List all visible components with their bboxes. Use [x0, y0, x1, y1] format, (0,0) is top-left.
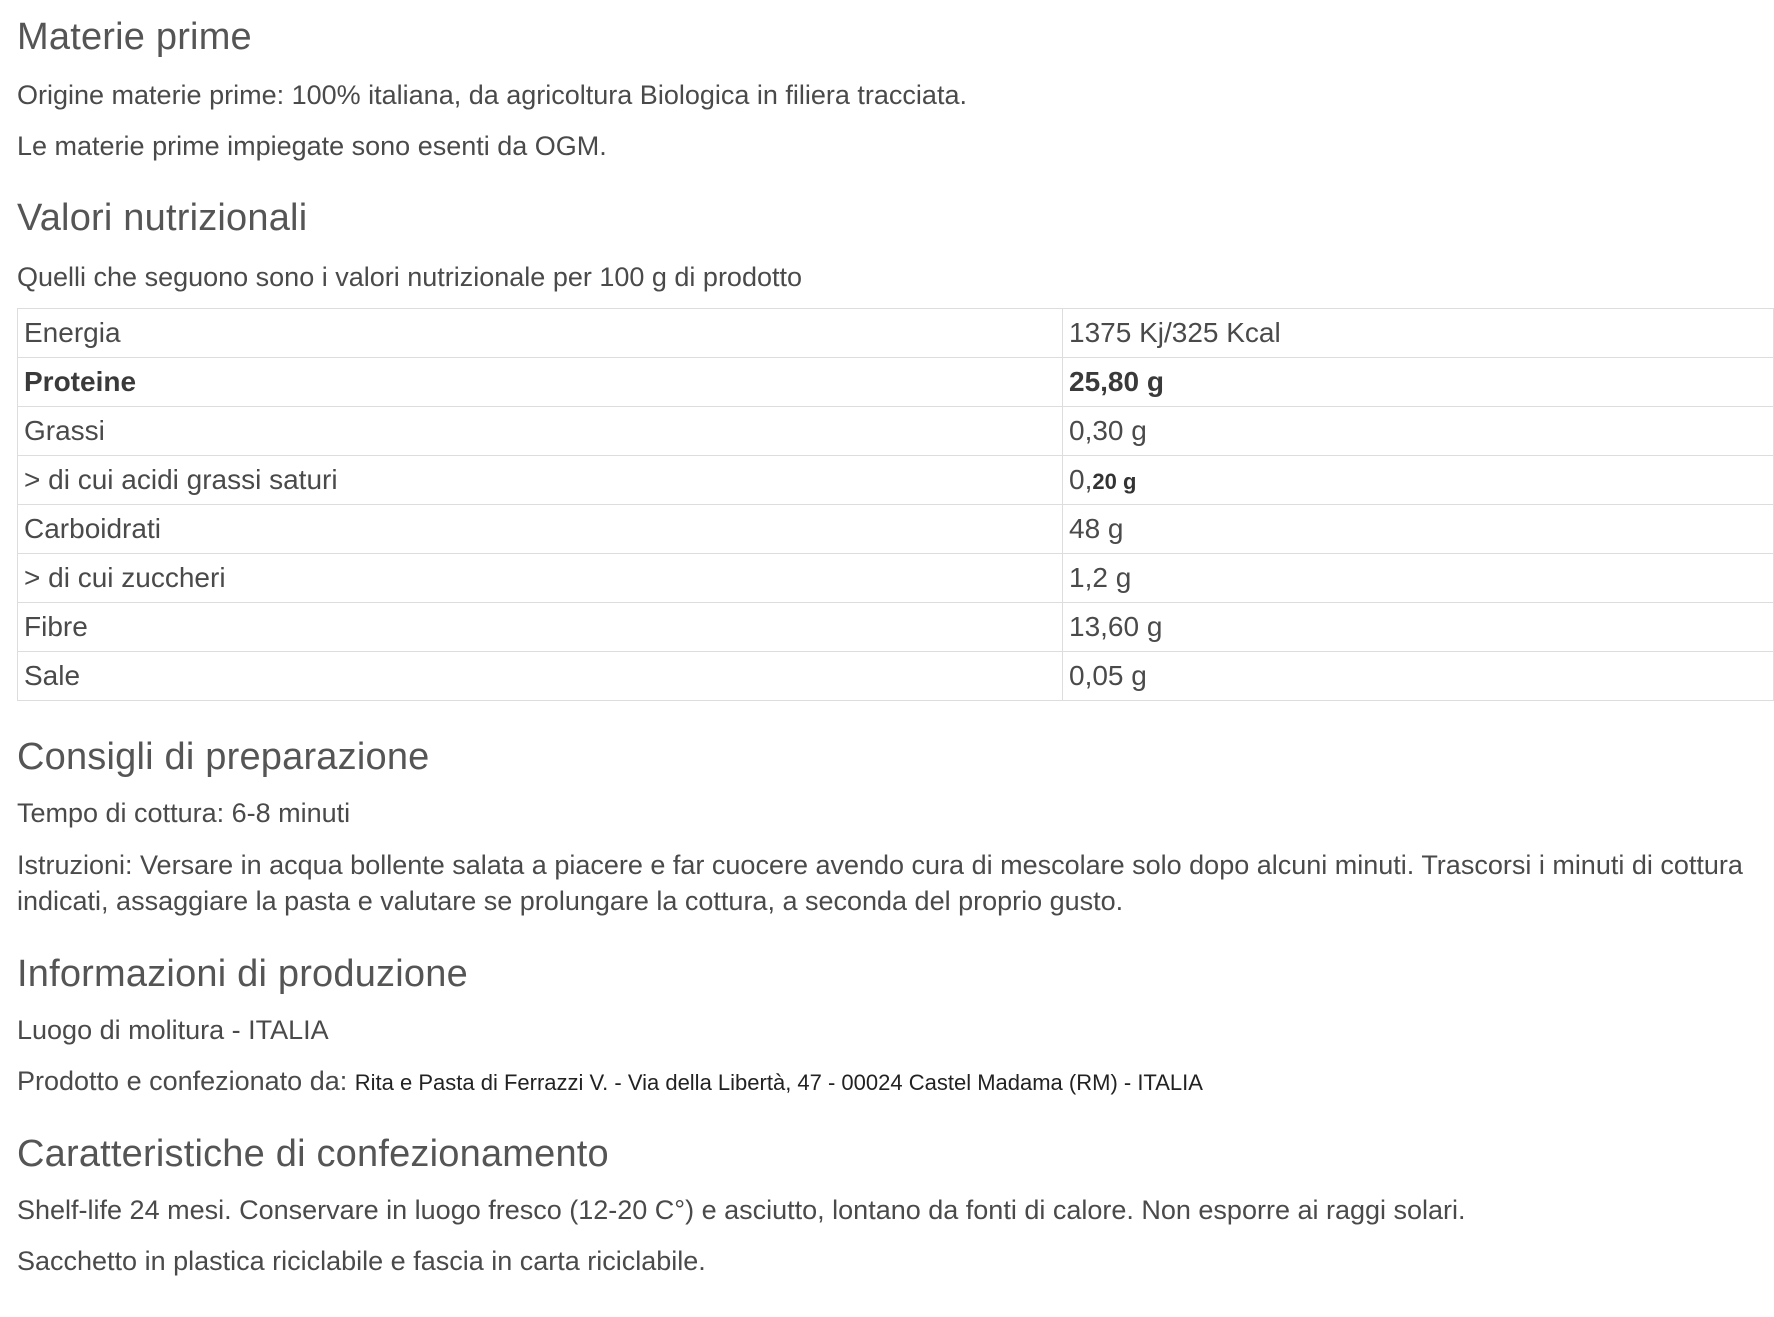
- materie-prime-heading: Materie prime: [17, 16, 252, 58]
- nutrient-label: Proteine: [18, 358, 1063, 407]
- valori-nutrizionali-heading: Valori nutrizionali: [17, 197, 308, 239]
- nutrient-value: 1,2 g: [1063, 554, 1774, 603]
- cooking-instructions: Istruzioni: Versare in acqua bollente salata a piacere e far cuocere avendo cura di mescolare solo dopo alcuni minuti. Trascorsi i minuti di cottura indicati, assaggiare la pasta e valutare se prolungare la cottura, a seconda del proprio gusto.: [17, 850, 1743, 916]
- origin-text: Origine materie prime: 100% italiana, da agricoltura Biologica in filiera tracciata.: [17, 80, 967, 110]
- producer-line: [17, 1063, 1203, 1101]
- producer-value: Rita e Pasta di Ferrazzi V. - Via della Libertà, 47 - 00024 Castel Madama (RM) - ITALIA: [354, 1070, 1203, 1095]
- nutrient-value: 0,05 g: [1063, 652, 1774, 701]
- nutrient-label: Fibre: [18, 603, 1063, 652]
- table-row: [18, 603, 1774, 652]
- ogm-text: Le materie prime impiegate sono esenti da OGM.: [17, 131, 607, 161]
- table-row: [18, 652, 1774, 701]
- milling-location: Luogo di molitura - ITALIA: [17, 1015, 329, 1045]
- table-row: [18, 358, 1774, 407]
- producer-label: Prodotto e confezionato da:: [17, 1066, 355, 1096]
- nutrient-value: 25,80 g: [1063, 358, 1774, 407]
- cooking-time: Tempo di cottura: 6-8 minuti: [17, 798, 351, 828]
- nutrient-label: > di cui acidi grassi saturi: [18, 456, 1063, 505]
- confezionamento-heading: Caratteristiche di confezionamento: [17, 1133, 609, 1175]
- nutrient-value: 1375 Kj/325 Kcal: [1063, 309, 1774, 358]
- table-row: [18, 407, 1774, 456]
- table-row: [18, 505, 1774, 554]
- shelf-life-text: Shelf-life 24 mesi. Conservare in luogo fresco (12-20 C°) e asciutto, lontano da fonti di calore. Non esporre ai raggi solari.: [17, 1195, 1466, 1225]
- consigli-heading: Consigli di preparazione: [17, 736, 430, 778]
- produzione-heading: Informazioni di produzione: [17, 953, 468, 995]
- table-row: [18, 456, 1774, 505]
- nutrient-label: Grassi: [18, 407, 1063, 456]
- nutrition-intro: Quelli che seguono sono i valori nutrizionale per 100 g di prodotto: [17, 262, 803, 292]
- nutrient-label: Energia: [18, 309, 1063, 358]
- nutrient-label: > di cui zuccheri: [18, 554, 1063, 603]
- nutrient-value-suffix: 20 g: [1092, 469, 1137, 494]
- nutrient-value: 48 g: [1063, 505, 1774, 554]
- nutrient-value: 0,30 g: [1063, 407, 1774, 456]
- nutrient-value: [1063, 456, 1774, 505]
- nutrient-value: 13,60 g: [1063, 603, 1774, 652]
- nutrient-label: Carboidrati: [18, 505, 1063, 554]
- table-row: [18, 554, 1774, 603]
- table-row: [18, 309, 1774, 358]
- nutrient-value-prefix: 0,: [1069, 464, 1093, 495]
- nutrient-label: Sale: [18, 652, 1063, 701]
- nutrition-table: [17, 308, 1774, 701]
- packaging-text: Sacchetto in plastica riciclabile e fascia in carta riciclabile.: [17, 1246, 706, 1276]
